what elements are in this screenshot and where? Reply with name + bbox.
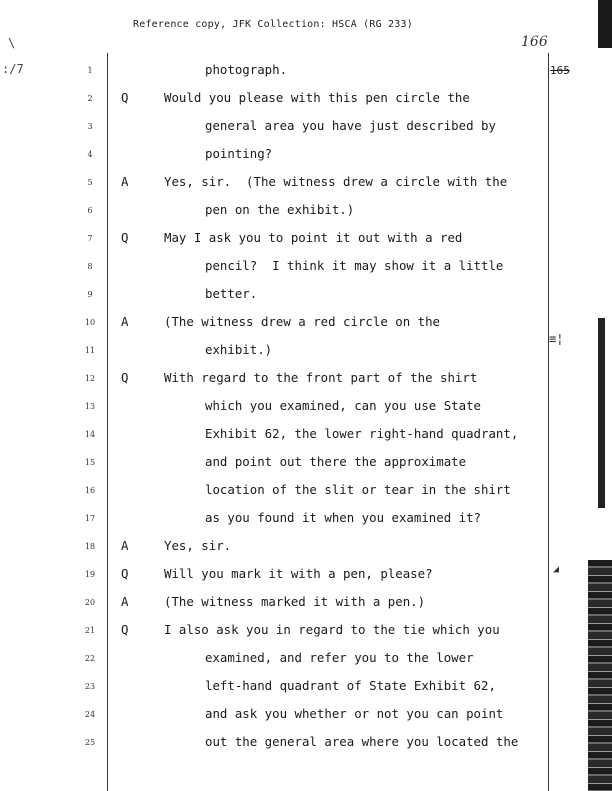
line-text: exhibit.) <box>205 342 273 357</box>
line-text: May I ask you to point it out with a red <box>164 230 463 245</box>
line-text: Would you please with this pen circle the <box>164 90 470 105</box>
line-number: 2 <box>87 94 93 103</box>
transcript-line <box>0 392 612 420</box>
line-number: 11 <box>84 346 96 355</box>
transcript-line <box>0 280 612 308</box>
transcript-line <box>0 364 612 392</box>
line-number: 21 <box>84 626 96 635</box>
line-number: 20 <box>84 598 96 607</box>
transcript-line <box>0 308 612 336</box>
line-text: pencil? I think it may show it a little <box>205 258 504 273</box>
speaker-label: Q <box>121 622 129 637</box>
line-number: 9 <box>87 290 93 299</box>
transcript-line <box>0 560 612 588</box>
line-text: general area you have just described by <box>205 118 496 133</box>
line-number: 3 <box>87 122 93 131</box>
line-text: left-hand quadrant of State Exhibit 62, <box>205 678 496 693</box>
scan-speck: ◢ <box>553 564 560 575</box>
line-text: Will you mark it with a pen, please? <box>164 566 433 581</box>
transcript-line <box>0 644 612 672</box>
line-number: 14 <box>84 430 96 439</box>
struck-page-number: 165 <box>550 64 570 77</box>
line-number: 6 <box>87 206 93 215</box>
transcript-line <box>0 672 612 700</box>
transcript-line <box>0 196 612 224</box>
scan-speck: ≡¦ <box>549 332 564 346</box>
line-number: 18 <box>84 542 96 551</box>
transcript-line <box>0 56 612 84</box>
line-number: 17 <box>84 514 96 523</box>
line-text: (The witness marked it with a pen.) <box>164 594 426 609</box>
transcript-line <box>0 588 612 616</box>
transcript-lines <box>0 56 612 756</box>
line-text: and ask you whether or not you can point <box>205 706 504 721</box>
speaker-label: Q <box>121 566 129 581</box>
speaker-label: A <box>121 314 129 329</box>
transcript-line <box>0 700 612 728</box>
line-text: which you examined, can you use State <box>205 398 482 413</box>
line-text: examined, and refer you to the lower <box>205 650 474 665</box>
line-number: 12 <box>84 374 96 383</box>
transcript-line <box>0 84 612 112</box>
speaker-label: A <box>121 174 129 189</box>
line-number: 15 <box>84 458 96 467</box>
scan-edge-top <box>598 0 612 48</box>
transcript-line <box>0 336 612 364</box>
transcript-line <box>0 420 612 448</box>
transcript-line <box>0 448 612 476</box>
margin-annotation: :/7 <box>2 62 24 76</box>
line-text: (The witness drew a red circle on the <box>164 314 441 329</box>
line-number: 8 <box>87 262 93 271</box>
line-text: pen on the exhibit.) <box>205 202 355 217</box>
line-text: photograph. <box>205 62 288 77</box>
transcript-line <box>0 252 612 280</box>
speaker-label: A <box>121 594 129 609</box>
transcript-line <box>0 224 612 252</box>
line-number: 4 <box>87 150 93 159</box>
line-number: 22 <box>84 654 96 663</box>
transcript-line <box>0 112 612 140</box>
transcript-line <box>0 504 612 532</box>
page-number: 166 <box>521 34 548 50</box>
transcript-line <box>0 532 612 560</box>
line-text: Exhibit 62, the lower right-hand quadrant, <box>205 426 519 441</box>
line-text: pointing? <box>205 146 273 161</box>
line-text: With regard to the front part of the shirt <box>164 370 478 385</box>
line-number: 23 <box>84 682 96 691</box>
transcript-line <box>0 168 612 196</box>
line-text: better. <box>205 286 258 301</box>
line-number: 10 <box>84 318 96 327</box>
line-number: 19 <box>84 570 96 579</box>
line-text: as you found it when you examined it? <box>205 510 482 525</box>
margin-mark: \ <box>8 36 16 50</box>
transcript-line <box>0 140 612 168</box>
line-text: location of the slit or tear in the shirt <box>205 482 511 497</box>
reference-header: Reference copy, JFK Collection: HSCA (RG 233) <box>133 19 413 30</box>
speaker-label: Q <box>121 90 129 105</box>
line-number: 24 <box>84 710 96 719</box>
line-text: I also ask you in regard to the tie which you <box>164 622 500 637</box>
speaker-label: Q <box>121 230 129 245</box>
line-text: Yes, sir. (The witness drew a circle with the <box>164 174 508 189</box>
transcript-line <box>0 476 612 504</box>
line-number: 25 <box>84 738 96 747</box>
speaker-label: Q <box>121 370 129 385</box>
line-number: 16 <box>84 486 96 495</box>
line-number: 1 <box>87 66 93 75</box>
transcript-line <box>0 616 612 644</box>
line-number: 13 <box>84 402 96 411</box>
line-text: out the general area where you located the <box>205 734 519 749</box>
line-text: and point out there the approximate <box>205 454 467 469</box>
line-number: 7 <box>87 234 93 243</box>
line-number: 5 <box>87 178 93 187</box>
transcript-line <box>0 728 612 756</box>
speaker-label: A <box>121 538 129 553</box>
line-text: Yes, sir. <box>164 538 232 553</box>
